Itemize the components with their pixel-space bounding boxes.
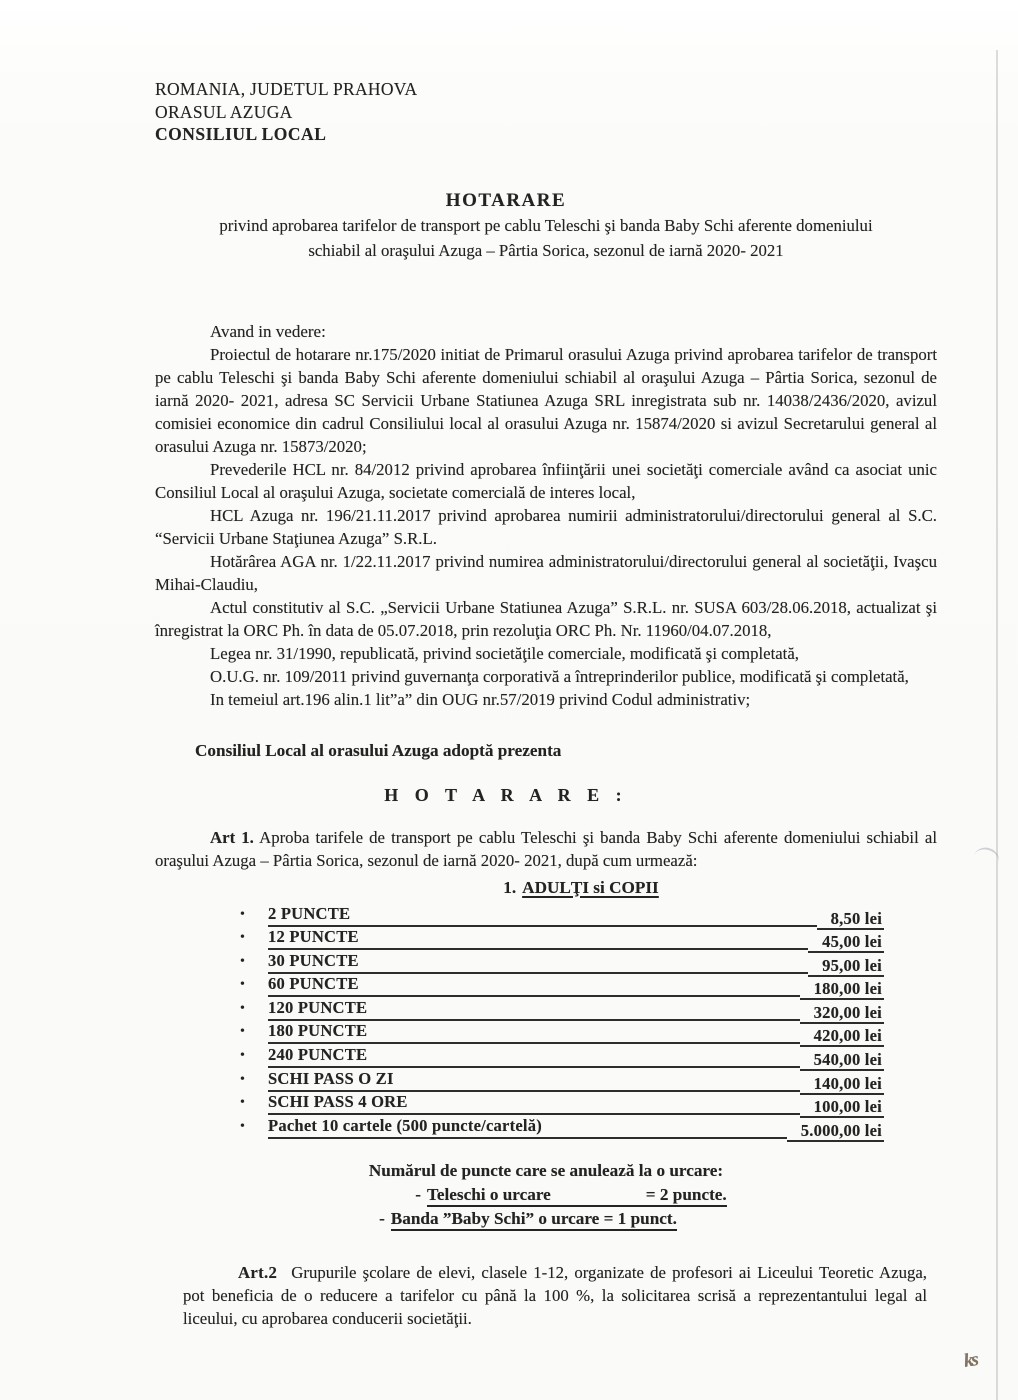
enactment-line: Consiliul Local al orasului Azuga adoptă prezenta <box>195 740 562 760</box>
article-1 <box>155 826 937 872</box>
article-1-label: Art 1. <box>210 827 254 847</box>
preamble-paragraph: Proiectul de hotarare nr.175/2020 initiat de Primarul orasului Azuga privind aprobarea tarifelor de transport pe cablu Teleschi şi banda Baby Schi aferente domeniului schiabil al oraşului Azuga – Pârtia Sorica, sezonul de iarnă 2020- 2021, adresa SC Servicii Urbane Statiunea Azuga SRL inregistrata sub nr. 14038/2436/2020, avizul comisiei economice din cadrul Consiliului local al orasului Azuga nr. 15874/2020 si avizul Secretarului general al orasului Azuga nr. 15873/2020; <box>155 344 937 456</box>
preamble-paragraph: Actul constitutiv al S.C. „Servicii Urbane Statiunea Azuga” S.R.L. nr. SUSA 603/28.06.2018, actualizat şi înregistrat la ORC Ph. în data de 05.07.2018, prin rezoluţia ORC Ph. Nr. 11960/04.07.2018, <box>155 597 937 640</box>
tariff-row <box>240 1069 884 1093</box>
tariff-table <box>240 904 884 1140</box>
tariff-value: 540,00 lei <box>800 1050 884 1071</box>
points-note-item-teleschi-text: Teleschi o urcare = 2 puncte. <box>427 1185 727 1207</box>
tariff-section-number: 1. <box>503 877 517 897</box>
letterhead-city: ORASUL AZUGA <box>155 101 293 122</box>
tariff-label: 120 PUNCTE <box>268 998 800 1021</box>
tariff-label: 30 PUNCTE <box>268 951 808 974</box>
preamble-paragraph: Hotărârea AGA nr. 1/22.11.2017 privind numirea administratorului/directorului general al societăţii, Ivaşcu Mihai-Claudiu, <box>155 551 937 594</box>
preamble-paragraph: In temeiul art.196 alin.1 lit”a” din OUG nr.57/2019 privind Codul administrativ; <box>210 689 751 709</box>
tariff-value: 420,00 lei <box>800 1026 884 1047</box>
bullet-icon: • <box>240 906 245 922</box>
bullet-icon: • <box>240 1048 245 1064</box>
preamble-paragraph: O.U.G. nr. 109/2011 privind guvernanţa corporativă a întreprinderilor publice, modificată şi completată, <box>210 666 909 686</box>
preamble-intro: Avand in vedere: <box>210 321 326 341</box>
bullet-icon: • <box>240 1071 245 1087</box>
bullet-icon: • <box>240 1024 245 1040</box>
tariff-value: 45,00 lei <box>808 932 884 953</box>
tariff-value: 95,00 lei <box>808 956 884 977</box>
bullet-icon: • <box>240 977 245 993</box>
tariff-value: 100,00 lei <box>800 1097 884 1118</box>
letterhead-council: CONSILIUL LOCAL <box>155 124 327 144</box>
tariff-label: SCHI PASS O ZI <box>268 1069 800 1092</box>
letterhead <box>155 78 937 146</box>
tariff-row <box>240 1116 884 1140</box>
document-content <box>155 0 937 1330</box>
tariff-label: SCHI PASS 4 ORE <box>268 1092 800 1115</box>
points-note-item-babyschi <box>137 1207 919 1231</box>
tariff-value: 320,00 lei <box>800 1003 884 1024</box>
document-title: HOTARARE <box>445 189 567 211</box>
tariff-row <box>240 927 884 951</box>
article-2-text: Grupurile şcolare de elevi, clasele 1-12, organizate de profesori ai Liceului Teoretic Azuga, pot beneficia de o reducere a tarifelor cu până la 100 %, la solicitarea scrisă a reprezentantului legal al liceului, cu aprobarea conducerii societăţii. <box>183 1263 927 1329</box>
dash: - <box>379 1209 385 1229</box>
tariff-label: 60 PUNCTE <box>268 974 800 997</box>
letterhead-country: ROMANIA, JUDETUL PRAHOVA <box>155 79 418 99</box>
bullet-icon: • <box>240 953 245 969</box>
title-block <box>155 190 937 262</box>
preamble-paragraph: HCL Azuga nr. 196/21.11.2017 privind aprobarea numirii administratorului/directorului general al S.C. “Servicii Urbane Staţiunea Azuga” S.R.L. <box>155 505 937 548</box>
article-2-label: Art.2 <box>238 1263 278 1283</box>
preamble-paragraph: Legea nr. 31/1990, republicată, privind societăţile comerciale, modificată şi completată, <box>210 643 799 663</box>
document-subtitle-line2: schiabil al oraşului Azuga – Pârtia Sorica, sezonul de iarnă 2020- 2021 <box>308 240 784 260</box>
bullet-icon: • <box>240 1095 245 1111</box>
decision-heading: H O T A R A R E : <box>384 784 628 805</box>
handwritten-scribble: ks <box>962 1349 979 1372</box>
tariff-value: 8,50 lei <box>817 909 884 930</box>
tariff-label: 12 PUNCTE <box>268 927 808 950</box>
pencil-mark <box>974 844 1002 863</box>
preamble-paragraph: Prevederile HCL nr. 84/2012 privind aprobarea înfiinţării unei societăţi comerciale având ca asociat unic Consiliul Local al oraşului Azuga, societate comercială de interes local, <box>155 459 937 502</box>
article-1-text: Aproba tarifele de transport pe cablu Teleschi şi banda Baby Schi aferente domeniului schiabil al oraşului Azuga – Pârtia Sorica, sezonul de iarnă 2020- 2021, după cum urmează: <box>155 827 937 870</box>
bullet-icon: • <box>240 930 245 946</box>
document-subtitle-line1: privind aprobarea tarifelor de transport pe cablu Teleschi şi banda Baby Schi aferente domeniului <box>219 215 873 235</box>
tariff-label: 2 PUNCTE <box>268 904 817 927</box>
tariff-value: 180,00 lei <box>800 979 884 1000</box>
tariff-row <box>240 974 884 998</box>
bullet-icon: • <box>240 1118 245 1134</box>
tariff-value: 5.000,00 lei <box>787 1121 884 1142</box>
tariff-section-title: ADULŢI si COPII <box>522 877 659 897</box>
tariff-row <box>240 951 884 975</box>
tariff-label: Pachet 10 cartele (500 puncte/cartelă) <box>268 1116 787 1139</box>
tariff-section-heading <box>190 878 972 898</box>
points-note-heading: Numărul de puncte care se anulează la o urcare: <box>368 1161 724 1181</box>
dash: - <box>415 1185 421 1205</box>
tariff-row <box>240 1045 884 1069</box>
tariff-label: 240 PUNCTE <box>268 1045 800 1068</box>
preamble-section <box>155 320 937 711</box>
bullet-icon: • <box>240 1000 245 1016</box>
tariff-label: 180 PUNCTE <box>268 1021 800 1044</box>
points-note <box>155 1159 937 1231</box>
tariff-row <box>240 904 884 928</box>
points-note-item-teleschi <box>180 1183 962 1207</box>
tariff-row <box>240 998 884 1022</box>
points-note-item-babyschi-text: Banda ”Baby Schi” o urcare = 1 punct. <box>391 1209 677 1231</box>
tariff-value: 140,00 lei <box>800 1074 884 1095</box>
scan-edge-line <box>996 50 998 1400</box>
tariff-row <box>240 1092 884 1116</box>
tariff-row <box>240 1021 884 1045</box>
article-2 <box>183 1261 927 1330</box>
